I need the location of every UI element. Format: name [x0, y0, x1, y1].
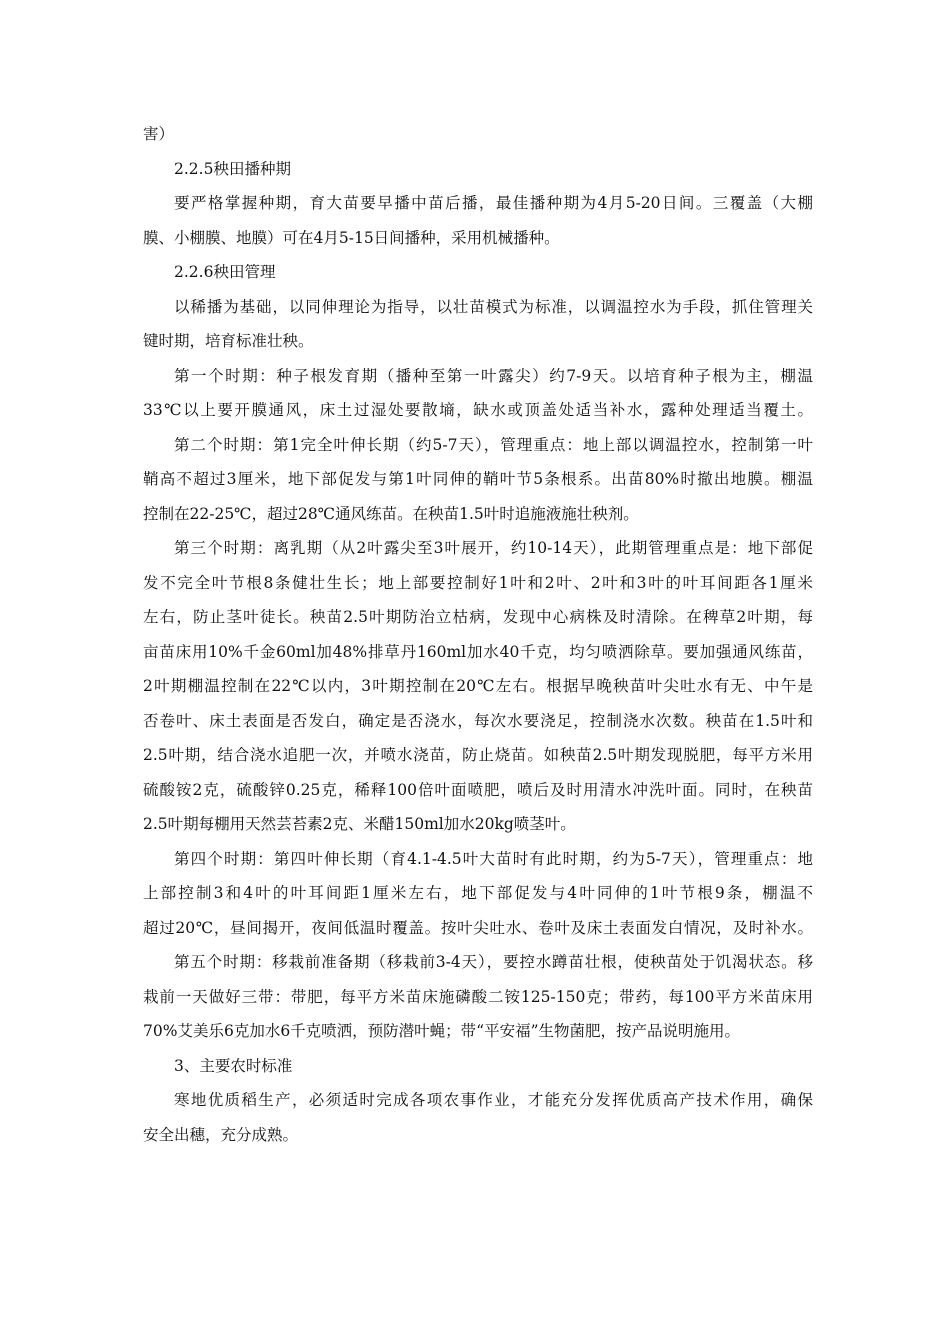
text-line: 膜、小棚膜、地膜）可在4月5-15日间播种，采用机械播种。 [143, 228, 560, 247]
text-line: 70%艾美乐6克加水6千克喷洒，预防潜叶蝇；带“平安福”生物菌肥，按产品说明施用。 [143, 1022, 741, 1040]
text-line: 键时期，培育标准壮秧。 [143, 332, 314, 350]
text-line: 第四个时期：第四叶伸长期（育4.1-4.5叶大苗时有此时期，约为5-7天），管理重点：地 [174, 849, 813, 868]
document-body [143, 117, 813, 1152]
text-line: 硫酸铵2克，硫酸锌0.25克，稀释100倍叶面喷肥，喷后及时用清水冲洗叶面。同时，在秧苗 [143, 780, 813, 799]
text-line: 栽前一天做好三带：带肥，每平方米苗床施磷酸二铵125-150克；带药，每100平方米苗床用 [143, 987, 813, 1006]
text-line: 左右，防止茎叶徒长。秧苗2.5叶期防治立枯病，发现中心病株及时清除。在稗草2叶期，每 [143, 608, 813, 626]
text-line: 发不完全叶节根8条健壮生长；地上部要控制好1叶和2叶、2叶和3叶的叶耳间距各1厘米 [143, 573, 813, 592]
text-line: 第一个时期：种子根发育期（播种至第一叶露尖）约7-9天。以培育种子根为主，棚温 [174, 366, 813, 385]
text-line: 安全出穗，充分成熟。 [143, 1125, 299, 1144]
text-line: 否卷叶、床土表面是否发白，确定是否浇水，每次水要浇足，控制浇水次数。秧苗在1.5叶和 [143, 711, 813, 730]
text-line: 2.2.6秧田管理 [174, 263, 276, 281]
text-line: 2.5叶期每棚用天然芸苔素2克、米醋150ml加水20kg喷茎叶。 [143, 815, 576, 833]
text-line: 鞘高不超过3厘米，地下部促发与第1叶同伸的鞘叶节5条根系。出苗80%时撤出地膜。棚温 [143, 470, 813, 488]
text-line: 第五个时期：移栽前准备期（移栽前3-4天），要控水蹲苗壮根，使秧苗处于饥渴状态。移 [174, 953, 813, 971]
text-line: 2叶期棚温控制在22℃以内，3叶期控制在20℃左右。根据早晚秧苗叶尖吐水有无、中午是 [143, 677, 813, 695]
text-line: 2.5叶期，结合浇水追肥一次，并喷水浇苗，防止烧苗。如秧苗2.5叶期发现脱肥，每平方米用 [143, 746, 813, 764]
text-line: 亩苗床用10%千金60ml加48%排草丹160ml加水40千克，均匀喷洒除草。要加强通风练苗， [143, 642, 813, 661]
text-line: 控制在22-25℃，超过28℃通风练苗。在秧苗1.5叶时追施液施壮秧剂。 [143, 504, 639, 523]
text-line: 第二个时期：第1完全叶伸长期（约5-7天），管理重点：地上部以调温控水，控制第一叶 [174, 435, 813, 454]
text-line: 3、主要农时标准 [174, 1056, 293, 1075]
text-line: 害） [143, 125, 175, 143]
text-line: 超过20℃，昼间揭开，夜间低温时覆盖。按叶尖吐水、卷叶及床土表面发白情况，及时补水。 [143, 918, 813, 937]
text-line: 33℃以上要开膜通风，床土过湿处要散墒，缺水或顶盖处适当补水，露种处理适当覆土。 [143, 401, 813, 419]
text-line: 以稀播为基础，以同伸理论为指导，以壮苗模式为标准，以调温控水为手段，抓住管理关 [174, 297, 813, 316]
text-line: 寒地优质稻生产，必须适时完成各项农事作业，才能充分发挥优质高产技术作用，确保 [174, 1091, 813, 1109]
text-line: 2.2.5秧田播种期 [174, 159, 291, 178]
text-line: 上部控制3和4叶的叶耳间距1厘米左右，地下部促发与4叶同伸的1叶节根9条，棚温不 [143, 884, 813, 902]
text-line: 要严格掌握种期，育大苗要早播中苗后播，最佳播种期为4月5-20日间。三覆盖（大棚 [174, 194, 813, 212]
text-line: 第三个时期：离乳期（从2叶露尖至3叶展开，约10-14天），此期管理重点是：地下部促 [174, 539, 813, 557]
